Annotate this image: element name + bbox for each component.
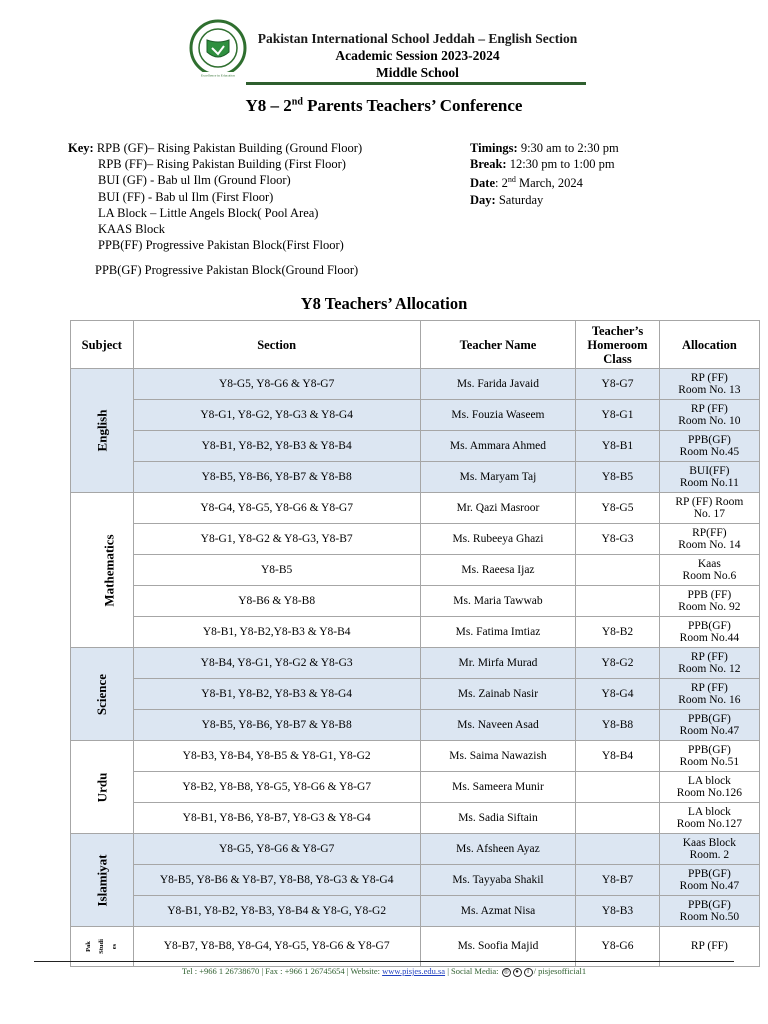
- homeroom-cell: Y8-B3: [576, 896, 660, 927]
- column-header-teacher: Teacher Name: [420, 321, 576, 369]
- timings: Timings: 9:30 am to 2:30 pm: [470, 141, 619, 155]
- allocation-cell: RP (FF) Room No. 17: [659, 493, 759, 524]
- allocation-cell: RP(FF) Room No. 14: [659, 524, 759, 555]
- allocation-cell: LA block Room No.126: [659, 772, 759, 803]
- homeroom-cell: Y8-G5: [576, 493, 660, 524]
- twitter-icon[interactable]: ●: [513, 968, 522, 977]
- allocation-cell: RP (FF): [659, 927, 759, 967]
- homeroom-cell: Y8-B7: [576, 865, 660, 896]
- school-crest-icon: [188, 18, 248, 80]
- key-item: RPB (GF)– Rising Pakistan Building (Ground Floor): [96, 141, 363, 155]
- allocation-title: Y8 Teachers’ Allocation: [300, 294, 468, 313]
- teacher-cell: Ms. Rubeeya Ghazi: [420, 524, 576, 555]
- section-cell: Y8-G4, Y8-G5, Y8-G6 & Y8-G7: [133, 493, 420, 524]
- facebook-icon[interactable]: f: [524, 968, 533, 977]
- subject-islamiyat: Islamiyat: [71, 834, 134, 927]
- subject-urdu: Urdu: [71, 741, 134, 834]
- homeroom-cell: Y8-G7: [576, 369, 660, 400]
- table-row: [71, 493, 760, 524]
- allocation-cell: Kaas Block Room. 2: [659, 834, 759, 865]
- homeroom-cell: [576, 834, 660, 865]
- subject-english: English: [71, 369, 134, 493]
- social-handle: / pisjesofficial1: [533, 966, 587, 976]
- allocation-cell: RP (FF) Room No. 16: [659, 679, 759, 710]
- section-cell: Y8-B6 & Y8-B8: [133, 586, 420, 617]
- allocation-cell: PPB(GF) Room No.50: [659, 896, 759, 927]
- allocation-cell: Kaas Room No.6: [659, 555, 759, 586]
- homeroom-cell: Y8-B1: [576, 431, 660, 462]
- column-header-homeroom: Teacher’s Homeroom Class: [576, 321, 660, 369]
- teacher-cell: Mr. Mirfa Murad: [420, 648, 576, 679]
- section-cell: Y8-G1, Y8-G2 & Y8-G3, Y8-B7: [133, 524, 420, 555]
- teacher-cell: Ms. Sameera Munir: [420, 772, 576, 803]
- column-header-section: Section: [133, 321, 420, 369]
- table-row: [71, 400, 760, 431]
- allocation-cell: BUI(FF) Room No.11: [659, 462, 759, 493]
- section-cell: Y8-B5: [133, 555, 420, 586]
- table-row: [71, 617, 760, 648]
- section-cell: Y8-B5, Y8-B6, Y8-B7 & Y8-B8: [133, 462, 420, 493]
- table-row: [71, 586, 760, 617]
- teacher-cell: Ms. Zainab Nasir: [420, 679, 576, 710]
- homeroom-cell: [576, 803, 660, 834]
- table-row: [71, 741, 760, 772]
- subject-mathematics: Mathematics: [71, 493, 134, 648]
- homeroom-cell: Y8-G6: [576, 927, 660, 967]
- table-row: [71, 896, 760, 927]
- teacher-cell: Ms. Maria Tawwab: [420, 586, 576, 617]
- section-cell: Y8-G5, Y8-G6 & Y8-G7: [133, 834, 420, 865]
- teacher-cell: Ms. Raeesa Ijaz: [420, 555, 576, 586]
- break-time: Break: 12:30 pm to 1:00 pm: [470, 157, 615, 172]
- section-cell: Y8-B1, Y8-B2,Y8-B3 & Y8-B4: [133, 617, 420, 648]
- allocation-cell: LA block Room No.127: [659, 803, 759, 834]
- key-item: LA Block – Little Angels Block( Pool Area): [98, 205, 319, 220]
- allocation-cell: PPB(GF) Room No.47: [659, 865, 759, 896]
- teacher-cell: Ms. Afsheen Ayaz: [420, 834, 576, 865]
- section-cell: Y8-B4, Y8-G1, Y8-G2 & Y8-G3: [133, 648, 420, 679]
- allocation-cell: PPB(GF) Room No.51: [659, 741, 759, 772]
- table-row: [71, 648, 760, 679]
- column-header-allocation: Allocation: [659, 321, 759, 369]
- homeroom-cell: [576, 772, 660, 803]
- section-cell: Y8-B5, Y8-B6, Y8-B7 & Y8-B8: [133, 710, 420, 741]
- teacher-cell: Ms. Saima Nawazish: [420, 741, 576, 772]
- instagram-icon[interactable]: ◎: [503, 968, 509, 975]
- key-item: BUI (FF) - Bab ul Ilm (First Floor): [98, 189, 274, 204]
- teacher-cell: Ms. Maryam Taj: [420, 462, 576, 493]
- section-cell: Y8-B7, Y8-B8, Y8-G4, Y8-G5, Y8-G6 & Y8-G7: [133, 927, 420, 967]
- table-row: [71, 431, 760, 462]
- table-row: [71, 462, 760, 493]
- section-cell: Y8-G1, Y8-G2, Y8-G3 & Y8-G4: [133, 400, 420, 431]
- school-header: [240, 30, 595, 81]
- teacher-cell: Ms. Soofia Majid: [420, 927, 576, 967]
- table-row: [71, 524, 760, 555]
- homeroom-cell: [576, 586, 660, 617]
- teacher-cell: Ms. Farida Javaid: [420, 369, 576, 400]
- allocation-cell: PPB(GF) Room No.47: [659, 710, 759, 741]
- section-cell: Y8-B3, Y8-B4, Y8-B5 & Y8-G1, Y8-G2: [133, 741, 420, 772]
- conference-title: Y8 – 2nd Parents Teachers’ Conference: [245, 96, 523, 115]
- homeroom-cell: Y8-B4: [576, 741, 660, 772]
- section-cell: Y8-G5, Y8-G6 & Y8-G7: [133, 369, 420, 400]
- homeroom-cell: Y8-G3: [576, 524, 660, 555]
- homeroom-cell: Y8-G1: [576, 400, 660, 431]
- allocation-cell: RP (FF) Room No. 10: [659, 400, 759, 431]
- column-header-subject: Subject: [71, 321, 134, 369]
- key-item: KAAS Block: [98, 222, 166, 237]
- key-item: PPB(GF) Progressive Pakistan Block(Ground Floor): [95, 263, 359, 277]
- section-cell: Y8-B2, Y8-B8, Y8-G5, Y8-G6 & Y8-G7: [133, 772, 420, 803]
- section-cell: Y8-B5, Y8-B6 & Y8-B7, Y8-B8, Y8-G3 & Y8-G4: [133, 865, 420, 896]
- svg-text:Excellence in Education: Excellence in Education: [200, 73, 236, 78]
- homeroom-cell: Y8-B5: [576, 462, 660, 493]
- academic-session: Academic Session 2023-2024: [335, 48, 500, 63]
- allocation-cell: RP (FF) Room No. 13: [659, 369, 759, 400]
- teacher-cell: Ms. Sadia Siftain: [420, 803, 576, 834]
- venue-key: [68, 140, 363, 277]
- footer-divider: [34, 961, 734, 962]
- homeroom-cell: Y8-B8: [576, 710, 660, 741]
- section-cell: Y8-B1, Y8-B2, Y8-B3, Y8-B4 & Y8-G, Y8-G2: [133, 896, 420, 927]
- allocation-cell: PPB(GF) Room No.45: [659, 431, 759, 462]
- allocation-cell: PPB (FF) Room No. 92: [659, 586, 759, 617]
- conference-date: Date: 2nd March, 2024: [470, 175, 583, 191]
- teacher-cell: Ms. Tayyaba Shakil: [420, 865, 576, 896]
- allocation-cell: RP (FF) Room No. 12: [659, 648, 759, 679]
- header-divider: [246, 82, 586, 85]
- homeroom-cell: [576, 555, 660, 586]
- table-row: [71, 834, 760, 865]
- teacher-cell: Ms. Azmat Nisa: [420, 896, 576, 927]
- homeroom-cell: Y8-B2: [576, 617, 660, 648]
- homeroom-cell: Y8-G4: [576, 679, 660, 710]
- school-name: Pakistan International School Jeddah – English Section: [257, 31, 578, 46]
- table-row: [71, 369, 760, 400]
- table-row: [71, 803, 760, 834]
- teacher-cell: Ms. Fatima Imtiaz: [420, 617, 576, 648]
- section-cell: Y8-B1, Y8-B2, Y8-B3 & Y8-B4: [133, 431, 420, 462]
- footer-contact: [0, 966, 768, 977]
- key-label: Key:: [68, 141, 94, 155]
- section-cell: Y8-B1, Y8-B2, Y8-B3 & Y8-G4: [133, 679, 420, 710]
- table-row: [71, 772, 760, 803]
- website-link[interactable]: www.pisjes.edu.sa: [382, 966, 446, 976]
- contact-info: Tel : +966 1 26738670 | Fax : +966 1 26745654 | Website:: [181, 966, 383, 976]
- homeroom-cell: Y8-G2: [576, 648, 660, 679]
- key-item: BUI (GF) - Bab ul Ilm (Ground Floor): [98, 173, 291, 188]
- teacher-cell: Ms. Fouzia Waseem: [420, 400, 576, 431]
- conference-details: [470, 140, 619, 208]
- teacher-cell: Mr. Qazi Masroor: [420, 493, 576, 524]
- school-division: Middle School: [376, 65, 459, 80]
- key-item: PPB(FF) Progressive Pakistan Block(First Floor): [98, 238, 344, 253]
- teacher-cell: Ms. Naveen Asad: [420, 710, 576, 741]
- table-row: [71, 865, 760, 896]
- table-header-row: [71, 321, 760, 369]
- subject-science: Science: [71, 648, 134, 741]
- table-row: [71, 555, 760, 586]
- allocation-table: [70, 320, 760, 967]
- table-row: [71, 679, 760, 710]
- social-label: | Social Media:: [445, 966, 501, 976]
- allocation-cell: PPB(GF) Room No.44: [659, 617, 759, 648]
- conference-day: Day: Saturday: [470, 192, 544, 207]
- section-cell: Y8-B1, Y8-B6, Y8-B7, Y8-G3 & Y8-G4: [133, 803, 420, 834]
- subject-pak-studies: Pak Studi es: [71, 927, 134, 967]
- table-row: [71, 710, 760, 741]
- teacher-cell: Ms. Ammara Ahmed: [420, 431, 576, 462]
- key-item: RPB (FF)– Rising Pakistan Building (First Floor): [98, 157, 346, 172]
